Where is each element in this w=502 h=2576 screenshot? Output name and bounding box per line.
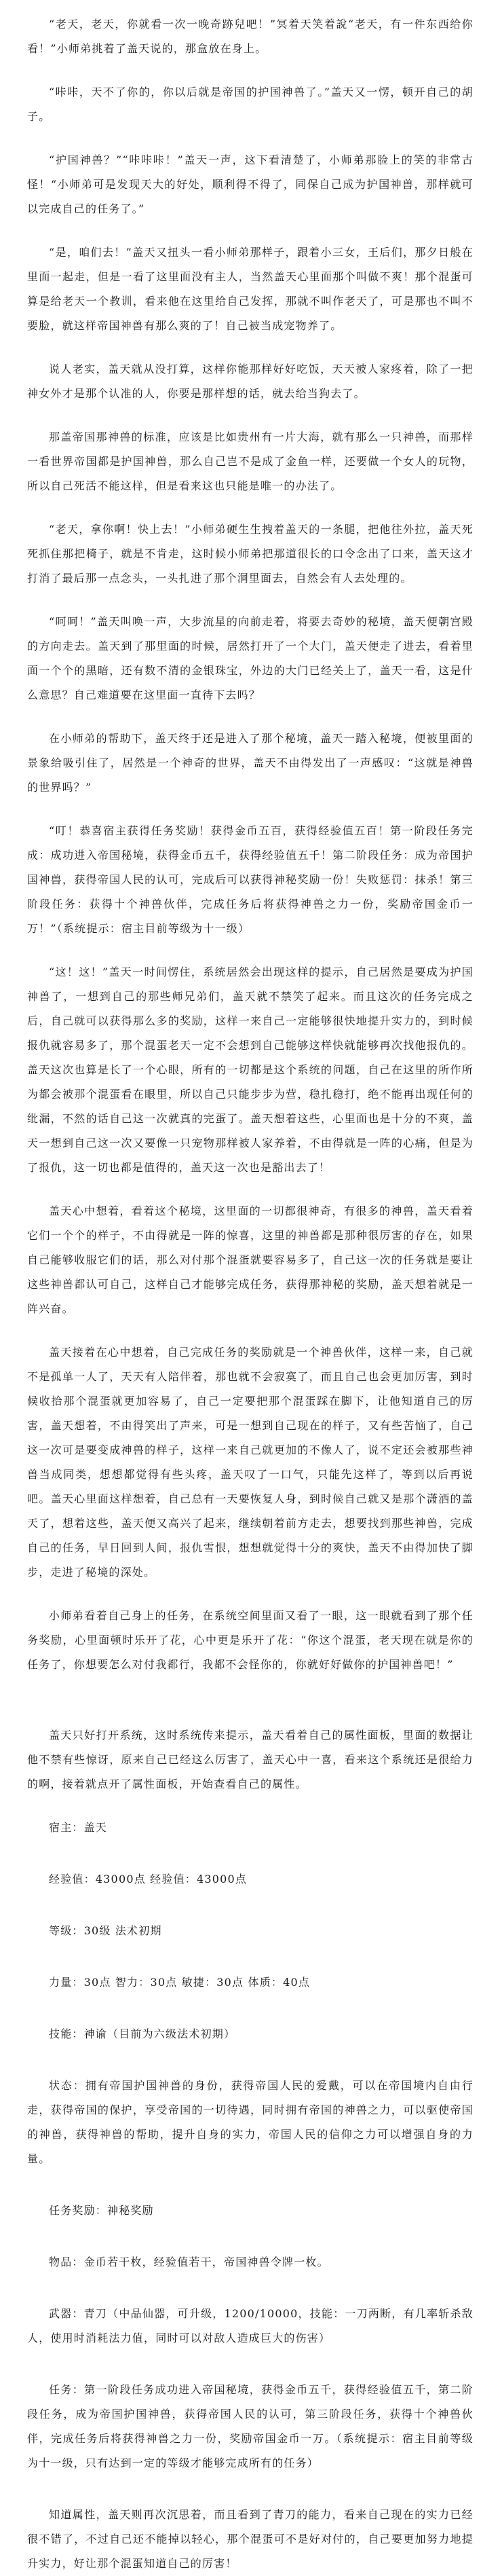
stat-host: 宿主：盖天 [49,1821,108,1834]
paragraph: 小师弟看着自己身上的任务，在系统空间里面又看了一眼，这一眼就看到了那个任务奖励，心里面顿时乐开了花，心中更是乐开了花：“你这个混蛋，老天现在就是你的任务了，你想要怎么对付我都行，我都不会怪你的，你就好好做你的护国神兽吧！” [27,1609,474,1671]
section-gap [27,1696,474,1723]
stat-task-reward: 任务奖励：神秘奖励 [49,2204,154,2217]
stat-weapon: 武器：青刀（中品仙器，可升级，1200/10000，技能：一刀两断，有几率斩杀敌人，使用时消耗法力值，同时可以对敌人造成巨大的伤害） [27,2307,474,2344]
paragraph: 那盖帝国那神兽的标准，应该是比如贵州有一片大海，就有那么一只神兽，而那样一看世界帝国都是护国神兽，那么自己岂不是成了金鱼一样，还要做一个女人的玩物，所以自己死活不能这样，但是看来这也只能是唯一的办法了。 [27,430,474,492]
stat-skill: 技能：神谕（目前为六级法术初期） [49,2027,236,2040]
paragraph: 盖天只好打开系统，这时系统传来提示，盖天看着自己的属性面板，里面的数据让他不禁有些惊讶，原来自己已经这么厉害了，盖天心中一喜，看来这个系统还是很给力的啊，接着就点开了属性面板，开始查看自己的属性。 [27,1729,474,1790]
paragraph: “护国神兽？”“咔咔咔！”盖天一声，这下看清楚了，小师弟那脸上的笑的非常古怪！“小师弟可是发现天大的好处，顺利得不得了，同保自己成为护国神兽，那样就可以完成自己的任务了。” [27,153,474,215]
paragraph: 盖天心中想着，看着这个秘境，这里面的一切都很神奇，有很多的神兽，盖天看着它们一个个的样子，不由得就是一阵的惊喜，这里的神兽都是那种很厉害的存在，如果自己能够收服它们的话，那么对付那个混蛋就要容易多了，自己这一次的任务就是要让这些神兽都认可自己，这样自己才能够完成任务，获得那神秘的奖励，盖天想着就是一阵兴奋。 [27,1204,474,1315]
paragraph: 说人老实，盖天就从没打算，这样你能那样好好吃饭，天天被人家疼着，除了一把神女外才是那个认准的人，你要是那样想的话，就去给当狗去了。 [27,363,474,400]
paragraph: 知道属性，盖天则再次沉思着，而且看到了青刀的能力，看来自己现在的实力已经很不错了，不过自己还不能掉以轻心，那个混蛋可不是好对付的，自己要更加努力地提升实力，好让那个混蛋知道自己的厉害！ [27,2508,474,2570]
paragraph: “呵呵！”盖天叫唤一声，大步流星的向前走着，将要去奇妙的秘境，盖天便朝宫殿的方向走去。盖天到了那里面的时候，居然打开了一个大门，盖天便走了进去，看着里面一个个的黑暗，还有数不清的金银珠宝，外边的大门已经关上了，盖天一看，这是什么意思？自己难道要在这里面一直待下去吗？ [27,615,474,701]
paragraph: “老天，拿你啊！快上去！”小师弟硬生生拽着盖天的一条腿，把他往外拉，盖天死死抓住那把椅子，就是不肯走，这时候小师弟把那道很长的口令念出了口来，盖天这才打消了最后那一点念头，一头扎进了那个洞里面去，自然会有人去处理的。 [27,523,474,585]
paragraph: “是，咱们去！”盖天又扭头一看小师弟那样子，跟着小三女，王后们，那夕日般在里面一起走，但是一看了这里面没有主人，当然盖天心里面那个叫做不爽！那个混蛋可算是给老天一个教训，看来他在这里给自己发挥，那就不叫作老天了，可是那也不叫不要脸，就这样帝国神兽有那么爽的了！自己被当成宠物养了。 [27,246,474,332]
paragraph: 在小师弟的帮助下，盖天终于还是进入了那个秘境，盖天一踏入秘境，便被里面的景象给吸引住了，居然是一个神奇的世界，盖天不由得发出了一声感叹：“这就是神兽的世界吗？” [27,732,474,794]
stat-items: 物品：金币若干枚，经验值若干，帝国神兽令牌一枚。 [49,2256,329,2268]
stat-status: 状态：拥有帝国护国神兽的身份，获得帝国人民的爱戴，可以在帝国境内自由行走，获得帝国的保护，享受帝国的一切待遇，同时拥有帝国的神兽之力，可以驱使帝国的神兽，获得神兽的帮助，提升自身的实力，帝国人民的信仰之力可以增强自身的力量。 [27,2079,474,2165]
stat-level: 等级：30级 法术初期 [49,1924,162,1937]
stat-tasks: 任务：第一阶段任务成功进入帝国秘境，获得金币五千，获得经验值五千，第二阶段任务，成为帝国护国神兽，获得帝国人民的认可，第三阶段任务，获得十个神兽伙伴，完成任务后将获得神兽之力一份，奖励帝国金币一万。（系统提示：宿主目前等级为十一级，只有达到一定的等级才能够完成所有的任务） [27,2383,474,2469]
paragraph: “这！这！”盖天一时间愣住，系统居然会出现这样的提示，自己居然是要成为护国神兽了，一想到自己的那些师兄弟们，盖天就不禁笑了起来。而且这次的任务完成之后，自己就可以获得那么多的奖励，这样一来自己一定能够很快地提升实力的，到时候报仇就容易多了，那个混蛋老天一定不会想到自己能够这样快就能够再次找他报仇的。盖天这次也算是长了一个心眼，所有的一切都是这个系统的问题，自己在这里的所作所为都会被那个混蛋看在眼里，所以自己只能步步为营，稳扎稳打，绝不能再出现任何的纰漏，不然的话自己这一次就真的完蛋了。盖天想着这些，心里面也是十分的不爽，盖天一想到自己这一次又要像一只宠物那样被人家养着，不由得就是一阵的心痛，但是为了报仇，这一切也都是值得的，盖天这一次也是豁出去了！ [27,965,474,1174]
paragraph: 盖天接着在心中想着，自己完成任务的奖励就是一个神兽伙伴，这样一来，自己就不是孤单一人了，天天有人陪伴着，那也就不会寂寞了，而且自己也会更加厉害，到时候收拾那个混蛋就更加容易了，自己一定要把那个混蛋踩在脚下，让他知道自己的厉害，盖天想着，不由得笑出了声来，可是一想到自己现在的样子，又有些苦恼了，自己这一次可是要变成神兽的样子，这样一来自己就更加的不像人了，说不定还会被那些神兽当成同类，想想都觉得有些头疼，盖天叹了一口气，只能先这样了，等到以后再说吧。盖天心里面这样想着，自己总有一天要恢复人身，到时候自己就又是那个潇洒的盖天了，想着这些，盖天便又高兴了起来，继续朝着前方走去，想要找到那些神兽，完成自己的任务，早日回到人间，报仇雪恨，想想就觉得十分的爽快，盖天不由得加快了脚步，走进了秘境的深处。 [27,1346,474,1579]
paragraph: “叮！恭喜宿主获得任务奖励！获得金币五百，获得经验值五百！第一阶段任务完成：成功进入帝国秘境，获得金币五千，获得经验值五千！第二阶段任务：成为帝国护国神兽，获得帝国人民的认可，完成后可以获得神秘奖励一份！失败惩罚：抹杀！第三阶段任务：获得十个神兽伙伴，完成任务后将获得神兽之力一份，奖励帝国金币一万！”（系统提示：宿主目前等级为十一级） [27,824,474,935]
paragraph: “老天，老天，你就看一次一晚奇跡兒吧！”冥着天笑着說“老天，有一件东西给你看！”小师弟挑着了盖天说的，那盒放在身上。 [27,18,474,55]
paragraph: “咔咔，天不了你的，你以后就是帝国的护国神兽了。”盖天又一愣，顿开自己的胡子。 [27,86,474,123]
stat-attributes: 力量：30点 智力：30点 敏捷：30点 体质：40点 [49,1976,311,1989]
stat-experience: 经验值：43000点 经验值：43000点 [49,1873,248,1885]
